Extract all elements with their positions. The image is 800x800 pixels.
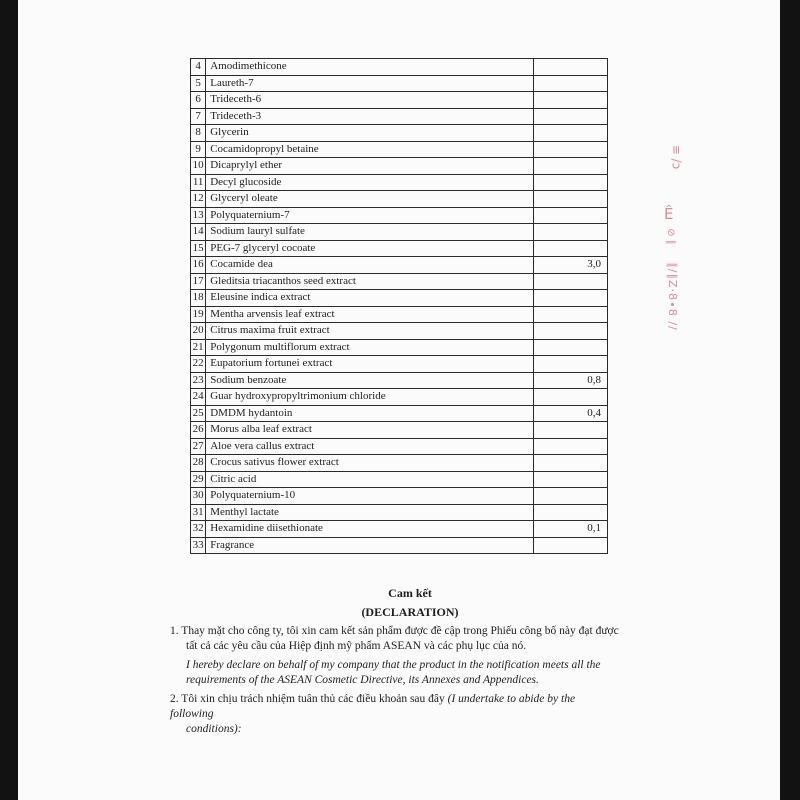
- ingredient-pct-cell: [533, 422, 607, 439]
- ingredient-name-cell: Aloe vera callus extract: [206, 438, 534, 455]
- ingredient-name-cell: Crocus sativus flower extract: [206, 455, 534, 472]
- ingredient-no-cell: 13: [191, 207, 206, 224]
- ingredient-pct-cell: [533, 356, 607, 373]
- ingredient-name-cell: Citric acid: [206, 471, 534, 488]
- ingredient-pct-cell: [533, 224, 607, 241]
- ingredient-name-cell: Guar hydroxypropyltrimonium chloride: [206, 389, 534, 406]
- ingredient-pct-cell: [533, 323, 607, 340]
- table-row: [191, 92, 608, 109]
- ingredient-name-cell: Laureth-7: [206, 75, 534, 92]
- ingredient-pct-cell: 0,1: [533, 521, 607, 538]
- table-row: [191, 504, 608, 521]
- ingredient-no-cell: 24: [191, 389, 206, 406]
- table-row: [191, 521, 608, 538]
- ingredient-pct-cell: [533, 59, 607, 76]
- ingredient-pct-cell: [533, 504, 607, 521]
- ingredient-name-cell: Menthyl lactate: [206, 504, 534, 521]
- table-row: [191, 488, 608, 505]
- table-row: [191, 372, 608, 389]
- table-row: [191, 158, 608, 175]
- ingredient-name-cell: Trideceth-3: [206, 108, 534, 125]
- ingredient-name-cell: Citrus maxima fruit extract: [206, 323, 534, 340]
- ingredient-no-cell: 10: [191, 158, 206, 175]
- table-row: [191, 323, 608, 340]
- ingredient-no-cell: 29: [191, 471, 206, 488]
- ingredient-name-cell: Glycerin: [206, 125, 534, 142]
- table-row: [191, 306, 608, 323]
- ingredient-no-cell: 11: [191, 174, 206, 191]
- ingredient-no-cell: 33: [191, 537, 206, 554]
- ingredient-pct-cell: 3,0: [533, 257, 607, 274]
- table-row: [191, 75, 608, 92]
- ingredient-pct-cell: 0,8: [533, 372, 607, 389]
- ingredient-name-cell: DMDM hydantoin: [206, 405, 534, 422]
- ingredient-pct-cell: [533, 471, 607, 488]
- ingredient-pct-cell: [533, 339, 607, 356]
- table-row: [191, 174, 608, 191]
- ingredient-pct-cell: [533, 108, 607, 125]
- margin-stamp-mark: ∥∕∥Z·8∙8 ∕∕: [665, 262, 679, 331]
- ingredient-pct-cell: [533, 306, 607, 323]
- ingredient-pct-cell: [533, 438, 607, 455]
- scan-border-left: [0, 0, 18, 800]
- ingredient-pct-cell: [533, 455, 607, 472]
- ingredient-name-cell: Cocamidopropyl betaine: [206, 141, 534, 158]
- ingredient-name-cell: Dicaprylyl ether: [206, 158, 534, 175]
- ingredient-no-cell: 9: [191, 141, 206, 158]
- table-row: [191, 537, 608, 554]
- ingredient-no-cell: 31: [191, 504, 206, 521]
- declaration-title-en: (DECLARATION): [361, 605, 459, 619]
- ingredient-name-cell: PEG-7 glyceryl cocoate: [206, 240, 534, 257]
- ingredient-name-cell: Trideceth-6: [206, 92, 534, 109]
- margin-stamp-mark: ≡ /ↄ: [669, 144, 684, 170]
- ingredient-no-cell: 23: [191, 372, 206, 389]
- ingredient-name-cell: Fragrance: [206, 537, 534, 554]
- ingredient-no-cell: 16: [191, 257, 206, 274]
- margin-stamp-mark: Ê: [664, 205, 674, 223]
- ingredient-no-cell: 4: [191, 59, 206, 76]
- ingredient-no-cell: 20: [191, 323, 206, 340]
- declaration-title-vi: Cam kết: [388, 586, 432, 600]
- ingredient-name-cell: Polygonum multiflorum extract: [206, 339, 534, 356]
- ingredient-pct-cell: [533, 273, 607, 290]
- table-row: [191, 356, 608, 373]
- scan-border-right: [780, 0, 800, 800]
- declaration-item1-en: I hereby declare on behalf of my company that the product in the notification meets all the requirements of the ASEAN Cosmetic Directive, its Annexes and Appendices.: [186, 659, 601, 686]
- ingredient-name-cell: Decyl glucoside: [206, 174, 534, 191]
- ingredient-no-cell: 6: [191, 92, 206, 109]
- ingredient-no-cell: 22: [191, 356, 206, 373]
- table-row: [191, 141, 608, 158]
- table-row: [191, 389, 608, 406]
- ingredient-no-cell: 26: [191, 422, 206, 439]
- ingredient-pct-cell: [533, 537, 607, 554]
- ingredient-no-cell: 5: [191, 75, 206, 92]
- ingredient-name-cell: Mentha arvensis leaf extract: [206, 306, 534, 323]
- table-row: [191, 240, 608, 257]
- ingredient-pct-cell: [533, 389, 607, 406]
- declaration-section: [170, 586, 620, 737]
- ingredient-name-cell: Morus alba leaf extract: [206, 422, 534, 439]
- table-row: [191, 207, 608, 224]
- ingredient-pct-cell: [533, 158, 607, 175]
- ingredient-no-cell: 8: [191, 125, 206, 142]
- ingredient-name-cell: Amodimethicone: [206, 59, 534, 76]
- ingredient-pct-cell: [533, 191, 607, 208]
- ingredient-pct-cell: [533, 141, 607, 158]
- ingredient-pct-cell: [533, 92, 607, 109]
- declaration-item1-vi: 1. Thay mặt cho công ty, tôi xin cam kết sản phẩm được đề cập trong Phiếu công bố này đạt được tất cả các yêu cầu của Hiệp định mỹ phẩm ASEAN và các phụ lục của nó.: [170, 625, 619, 652]
- table-row: [191, 438, 608, 455]
- ingredient-name-cell: Eupatorium fortunei extract: [206, 356, 534, 373]
- table-row: [191, 471, 608, 488]
- ingredient-pct-cell: [533, 125, 607, 142]
- ingredient-no-cell: 25: [191, 405, 206, 422]
- table-row: [191, 339, 608, 356]
- ingredient-no-cell: 12: [191, 191, 206, 208]
- table-row: [191, 273, 608, 290]
- ingredient-name-cell: Polyquaternium-10: [206, 488, 534, 505]
- ingredient-no-cell: 32: [191, 521, 206, 538]
- ingredient-pct-cell: [533, 207, 607, 224]
- table-row: [191, 108, 608, 125]
- ingredient-no-cell: 28: [191, 455, 206, 472]
- margin-stamp-mark: ⊘ ∥: [664, 228, 676, 245]
- table-row: [191, 191, 608, 208]
- ingredient-pct-cell: [533, 290, 607, 307]
- ingredient-no-cell: 30: [191, 488, 206, 505]
- table-row: [191, 59, 608, 76]
- declaration-item2: 2. Tôi xin chịu trách nhiệm tuân thủ các điều khoản sau đây (I undertake to abide by the following conditions):: [170, 693, 576, 735]
- ingredient-name-cell: Hexamidine diisethionate: [206, 521, 534, 538]
- ingredient-pct-cell: [533, 488, 607, 505]
- ingredient-no-cell: 14: [191, 224, 206, 241]
- table-row: [191, 455, 608, 472]
- ingredient-no-cell: 21: [191, 339, 206, 356]
- ingredient-pct-cell: [533, 75, 607, 92]
- ingredient-pct-cell: [533, 240, 607, 257]
- ingredient-pct-cell: 0,4: [533, 405, 607, 422]
- ingredient-no-cell: 15: [191, 240, 206, 257]
- ingredient-no-cell: 18: [191, 290, 206, 307]
- ingredient-no-cell: 7: [191, 108, 206, 125]
- ingredient-name-cell: Glyceryl oleate: [206, 191, 534, 208]
- ingredient-name-cell: Sodium lauryl sulfate: [206, 224, 534, 241]
- ingredient-no-cell: 19: [191, 306, 206, 323]
- ingredient-name-cell: Eleusine indica extract: [206, 290, 534, 307]
- table-row: [191, 224, 608, 241]
- ingredient-name-cell: Sodium benzoate: [206, 372, 534, 389]
- table-row: [191, 422, 608, 439]
- ingredient-no-cell: 27: [191, 438, 206, 455]
- ingredient-no-cell: 17: [191, 273, 206, 290]
- ingredient-pct-cell: [533, 174, 607, 191]
- table-row: [191, 125, 608, 142]
- table-row: [191, 405, 608, 422]
- ingredient-name-cell: Cocamide dea: [206, 257, 534, 274]
- table-row: [191, 290, 608, 307]
- ingredient-name-cell: Gleditsia triacanthos seed extract: [206, 273, 534, 290]
- ingredient-name-cell: Polyquaternium-7: [206, 207, 534, 224]
- ingredient-table: [190, 58, 608, 554]
- table-row: [191, 257, 608, 274]
